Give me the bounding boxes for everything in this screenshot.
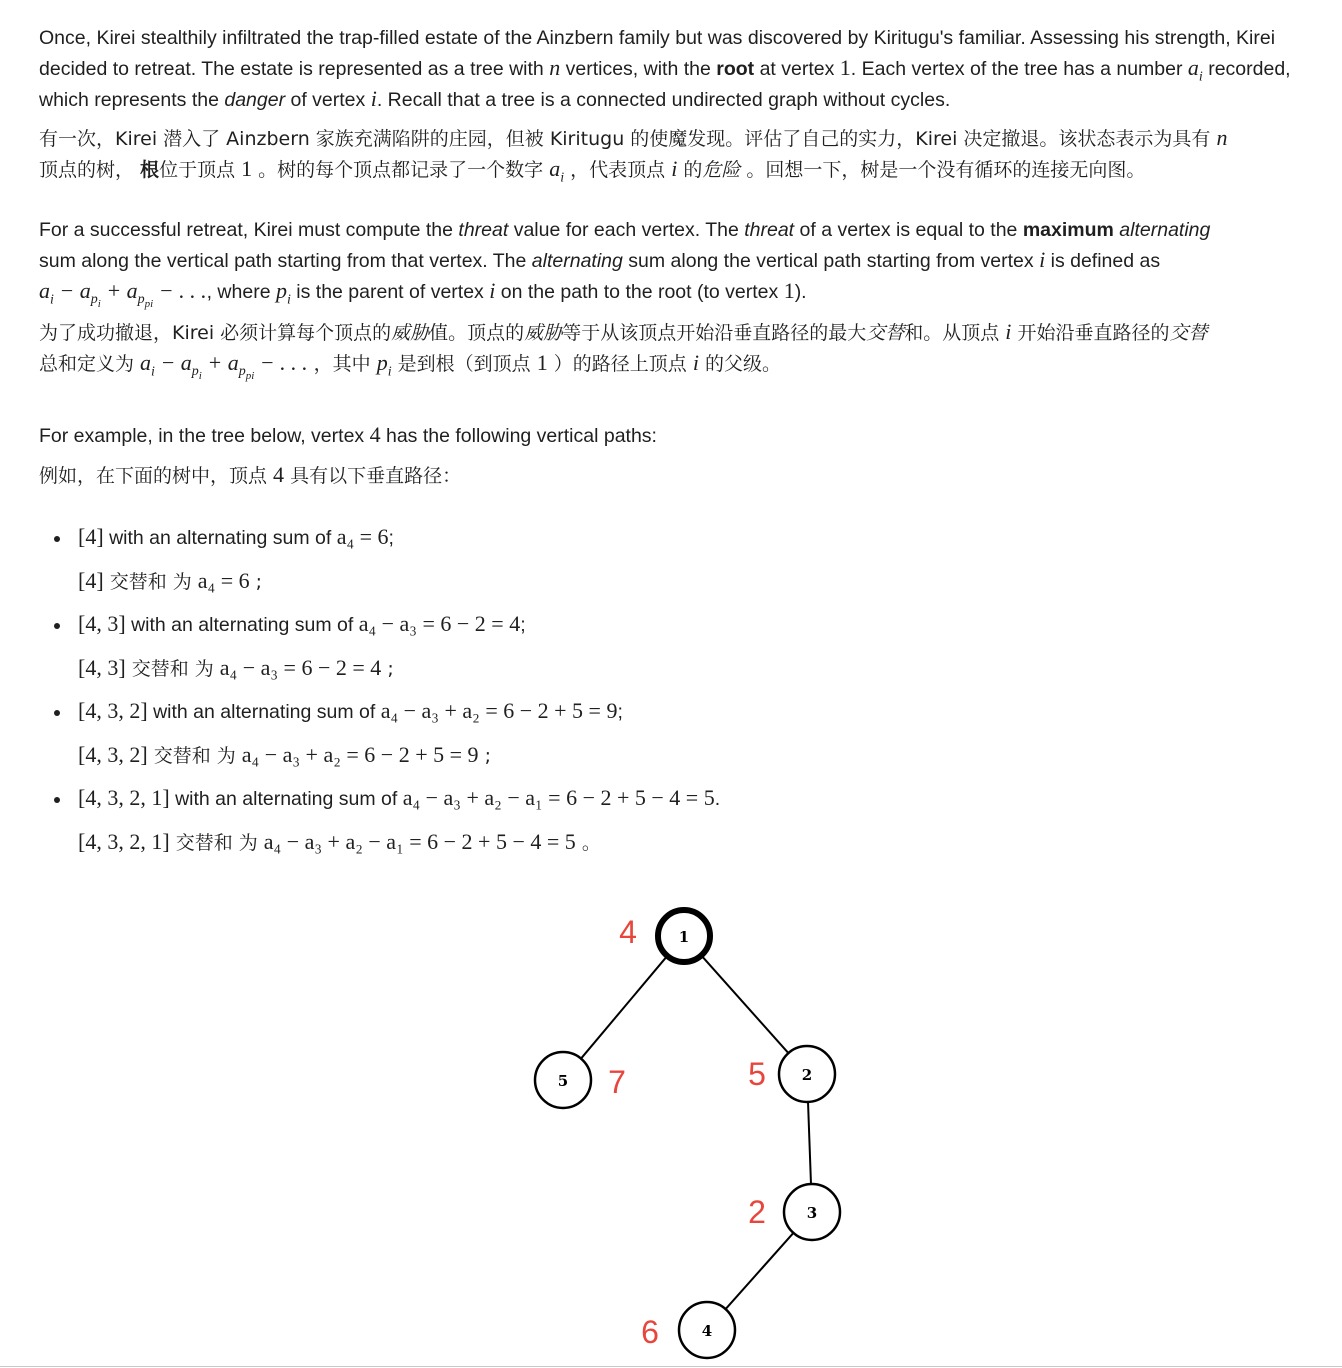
italic-alternating: 交替 [866,322,905,344]
text: is defined as [1045,250,1161,272]
math-sub-i: i [387,364,392,380]
italic-alternating: 交替 [1169,322,1208,344]
text: ，代表顶点 [564,159,672,181]
math-a: a [549,156,561,181]
math-p: p [137,292,145,308]
tree-node-label-4: 4 [701,1322,713,1340]
text: with an alternating sum of [169,788,403,810]
italic-threat: threat [458,219,509,241]
math-expr: a₄ − a₃ = 6 − 2 = 4 [219,655,382,680]
math-a: a [180,350,192,375]
italic-threat: 威胁 [524,322,563,344]
math-dots: − . . . [254,350,308,375]
text: sum along the vertical path starting from that vertex. The [39,250,532,272]
text: recorded, which represents the [39,58,1291,111]
math-expr: a₄ − a₃ = 6 − 2 = 4 [358,611,521,636]
text: Once, Kirei stealthily infiltrated the trap-filled estate of the Ainzbern family but was discovered by Kiritugu's familiar. Assessing his strength, Kirei decided to retreat. The estate is represented as a tree with [39,27,1276,80]
text: 等于从该顶点开始沿垂直路径的最大 [562,322,867,344]
text: value for each vertex. The [508,219,745,241]
text: 交替和 为 [103,571,198,593]
math-sub-sub: i [97,298,101,311]
tree-edge-1-5 [581,957,666,1058]
text: of vertex [285,89,371,111]
math-p: p [191,364,199,380]
text: 开始沿垂直路径的 [1011,322,1170,344]
math-expr: a₄ = 6 [336,524,389,549]
tree-node-value-5: 7 [608,1064,626,1100]
divider [0,1366,1342,1367]
tree-node-value-4: 6 [641,1314,659,1350]
math-one: 1 [536,350,548,375]
text: 交替和 为 [169,832,264,854]
math-op: − [53,278,80,303]
math-a: a [227,350,239,375]
math-a: a [140,350,152,375]
math-one: 1 [839,55,851,80]
math-p: p [90,292,98,308]
math-n: n [549,55,561,80]
text: 的 [677,159,703,181]
text: ; [617,701,623,723]
math-path: [4, 3] [78,655,126,680]
bold-root: 根 [140,159,160,181]
text: 例如，在下面的树中，顶点 [39,465,274,487]
text: 交替和 为 [125,658,220,680]
tree-node-label-3: 3 [806,1204,818,1222]
math-p: p [245,370,252,383]
math-i: i [1005,319,1012,344]
text: 顶点的树， [39,159,141,181]
math-sub-sub: i [198,370,202,383]
math-op: + [100,278,127,303]
math-expr: a₄ − a₃ + a₂ = 6 − 2 + 5 = 9 [380,698,618,723]
text: 总和定义为 [39,353,141,375]
math-a: a [39,278,50,303]
math-path: [4, 3, 2] [78,698,148,723]
math-four: 4 [369,422,381,447]
math-one: 1 [783,278,795,303]
text: 具有以下垂直路径： [284,465,462,487]
math-i: i [370,86,377,111]
bold-maximum: maximum [1022,219,1114,241]
math-a: a [79,278,91,303]
text: 和。从顶点 [904,322,1006,344]
text: 有一次，Kirei 潜入了 Ainzbern 家族充满陷阱的庄园，但被 Kiritugu 的使魔发现。评估了自己的实力，Kirei 决定撤退。该状态表示为具有 [39,128,1217,150]
math-i: i [251,370,255,383]
math-four: 4 [273,462,285,487]
text: . [714,788,721,810]
text: ; [249,571,263,593]
math-n: n [1216,125,1228,150]
text: ; [381,658,394,680]
text: ; [388,527,394,549]
italic-threat: threat [744,219,795,241]
math-path: [4, 3, 2, 1] [78,829,170,854]
text: ). [794,281,807,303]
tree-node-value-3: 2 [748,1194,766,1230]
math-expr: a₄ − a₃ + a₂ = 6 − 2 + 5 = 9 [241,742,479,767]
text: of a vertex is equal to the [794,219,1023,241]
math-a: a [126,278,138,303]
text: 值。顶点的 [429,322,525,344]
italic-threat: 威胁 [391,322,430,344]
math-expr: a₄ = 6 [197,568,250,593]
math-path: [4] [78,524,104,549]
tree-node-label-5: 5 [557,1072,569,1090]
math-i: i [671,156,678,181]
math-p: p [376,350,388,375]
math-one: 1 [241,156,253,181]
math-i: i [150,298,154,311]
math-i: i [1039,247,1046,272]
math-path: [4] [78,568,104,593]
italic-alternating: alternating [531,250,623,272]
text: has the following vertical paths: [380,425,657,447]
math-p: p [275,278,287,303]
text: For example, in the tree below, vertex [39,425,370,447]
math-sub-i: i [560,170,565,186]
italic-alternating: alternating [1119,219,1211,241]
bold-root: root [716,58,755,80]
tree-node-value-2: 5 [748,1056,766,1092]
text: 的父级。 [698,353,781,375]
text: For a successful retreat, Kirei must compute the [39,219,459,241]
text: ）的路径上顶点 [547,353,693,375]
tree-node-value-1: 4 [619,914,637,950]
text: with an alternating sum of [125,614,359,636]
text: sum along the vertical path starting from vertex [622,250,1040,272]
italic-danger: 危险 [702,159,741,181]
math-p: p [144,298,151,311]
tree-edge-2-3 [808,1102,811,1184]
tree-node-label-2: 2 [801,1066,813,1084]
tree-nodes [535,910,840,1358]
text: ; [520,614,526,636]
math-op: + [201,350,228,375]
math-path: [4, 3, 2, 1] [78,785,170,810]
math-sub-i: i [286,292,291,308]
italic-danger: danger [224,89,286,111]
math-sub-i: i [1198,69,1203,85]
tree-edges [581,957,811,1309]
tree-edge-1-2 [703,957,789,1053]
text: 是到根（到顶点 [391,353,537,375]
text: , where [206,281,276,303]
math-sub: i [151,364,155,380]
text: with an alternating sum of [103,527,337,549]
text: is the parent of vertex [290,281,490,303]
math-i: i [489,278,496,303]
text: . Recall that a tree is a connected undirected graph without cycles. [376,89,951,111]
text: with an alternating sum of [147,701,381,723]
text: ，其中 [307,353,377,375]
text: 为了成功撤退，Kirei 必须计算每个顶点的 [39,322,392,344]
math-path: [4, 3] [78,611,126,636]
text: ; [478,745,491,767]
math-p: p [238,364,246,380]
math-op: − [154,350,181,375]
text: 。回想一下，树是一个没有循环的连接无向图。 [740,159,1146,181]
text: vertices, with the [560,58,717,80]
math-i: i [692,350,699,375]
math-a: a [1187,55,1199,80]
text: at vertex [754,58,840,80]
math-expr: a₄ − a₃ + a₂ − a₁ = 6 − 2 + 5 − 4 = 5 [263,829,576,854]
math-expr: a₄ − a₃ + a₂ − a₁ = 6 − 2 + 5 − 4 = 5 [402,785,715,810]
math-dots: − . . . [153,278,207,303]
text: 位于顶点 [159,159,242,181]
math-sub: i [50,292,54,308]
text: . Each vertex of the tree has a number [850,58,1188,80]
tree-node-label-1: 1 [678,928,690,946]
tree-edge-3-4 [726,1233,794,1309]
math-path: [4, 3, 2] [78,742,148,767]
text: 。树的每个顶点都记录了一个数字 [252,159,550,181]
text: on the path to the root (to vertex [495,281,784,303]
text: 。 [575,832,601,854]
text: 交替和 为 [147,745,242,767]
